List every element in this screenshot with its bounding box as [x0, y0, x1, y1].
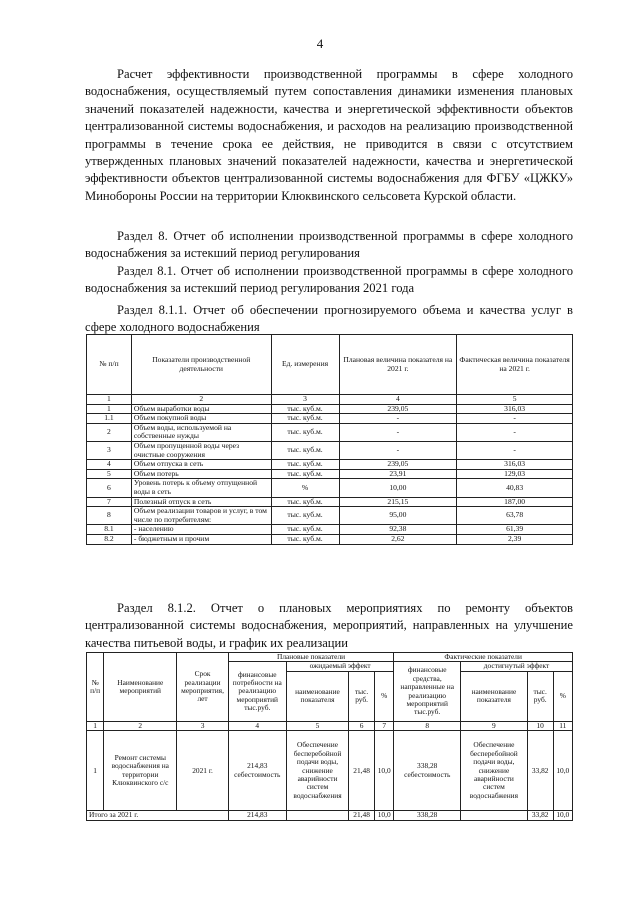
plan-financing: 214,83 себестоимость — [228, 731, 286, 811]
volume-quality-table — [86, 334, 573, 545]
t2-h-trub: тыс. руб. — [349, 671, 375, 721]
table-row — [87, 731, 573, 811]
row-fact: - — [457, 414, 573, 424]
section-8-1-1-text: Раздел 8.1.1. Отчет об обеспечении прогнозируемого объема и качества услуг в сфере холодного водоснабжения — [85, 303, 573, 335]
t2-colnum: 6 — [349, 721, 375, 730]
row-indicator: Объем выработки воды — [131, 404, 271, 414]
t2-h-plan: Плановые показатели — [228, 653, 394, 662]
section-8-heading — [85, 228, 573, 263]
row-unit: тыс. куб.м. — [271, 460, 339, 470]
t2-colnum: 10 — [527, 721, 553, 730]
t1-colnum: 1 — [87, 395, 132, 405]
row-unit: % — [271, 479, 339, 497]
row-indicator: Объем потерь — [131, 469, 271, 479]
total-fact-financing: 338,28 — [394, 811, 461, 820]
row-plan: 92,38 — [339, 525, 457, 535]
row-fact: 187,00 — [457, 497, 573, 507]
repair-measures-table — [86, 652, 573, 821]
row-indicator: - бюджетным и прочим — [131, 534, 271, 544]
measure-term: 2021 г. — [177, 731, 228, 811]
t2-h-fact: Фактические показатели — [394, 653, 573, 662]
row-fact: 40,83 — [457, 479, 573, 497]
t2-colnum: 11 — [553, 721, 572, 730]
row-indicator: Полезный отпуск в сеть — [131, 497, 271, 507]
row-number: 8 — [87, 507, 132, 525]
table1-header-row — [87, 335, 573, 395]
row-plan: 95,00 — [339, 507, 457, 525]
t2-h-ind-name: наименование показателя — [286, 671, 348, 721]
row-indicator: Уровень потерь к объему отпущенной воды в сеть — [131, 479, 271, 497]
t1-h-unit: Ед. измерения — [271, 335, 339, 395]
t1-colnum: 5 — [457, 395, 573, 405]
row-number: 8.2 — [87, 534, 132, 544]
row-unit: тыс. куб.м. — [271, 525, 339, 535]
fact-effect-trub: 33,82 — [527, 731, 553, 811]
t2-h-no: № п/п — [87, 653, 104, 722]
fact-effect-pct: 10,0 — [553, 731, 572, 811]
plan-effect-indicator: Обеспечение бесперебойной подачи воды, снижение аварийности систем водоснабжения — [286, 731, 348, 811]
table-row — [87, 423, 573, 441]
total-plan-indicator — [286, 811, 348, 820]
t2-h-pct: % — [375, 671, 394, 721]
t2-h-pct2: % — [553, 671, 572, 721]
row-fact: 316,03 — [457, 460, 573, 470]
t2-h-name: Наименование мероприятий — [104, 653, 177, 722]
table-row — [87, 507, 573, 525]
t2-h-trub2: тыс. руб. — [527, 671, 553, 721]
row-number: 6 — [87, 479, 132, 497]
row-number: 3 — [87, 441, 132, 459]
row-number: 7 — [87, 497, 132, 507]
intro-paragraph — [85, 66, 573, 205]
row-number: 2 — [87, 423, 132, 441]
table-row — [87, 460, 573, 470]
total-row — [87, 811, 573, 820]
row-unit: тыс. куб.м. — [271, 497, 339, 507]
row-fact: 129,03 — [457, 469, 573, 479]
row-plan: 23,91 — [339, 469, 457, 479]
total-fact-indicator — [461, 811, 528, 820]
row-fact: 61,39 — [457, 525, 573, 535]
t2-colnum: 2 — [104, 721, 177, 730]
t1-h-no: № п/п — [87, 335, 132, 395]
total-fact-trub: 33,82 — [527, 811, 553, 820]
row-plan: 2,62 — [339, 534, 457, 544]
t2-h-fact-effect: достигнутый эффект — [461, 662, 573, 671]
fact-effect-indicator: Обеспечение бесперебойной подачи воды, снижение аварийности систем водоснабжения — [461, 731, 528, 811]
row-number: 1 — [87, 404, 132, 414]
row-plan: - — [339, 414, 457, 424]
t1-colnum: 3 — [271, 395, 339, 405]
section-8-1-1-heading — [85, 302, 573, 337]
total-plan-financing: 214,83 — [228, 811, 286, 820]
fact-financing: 338,28 себестоимость — [394, 731, 461, 811]
row-number: 8.1 — [87, 525, 132, 535]
t1-colnum: 4 — [339, 395, 457, 405]
section-8-1-2-text: Раздел 8.1.2. Отчет о плановых мероприятиях по ремонту объектов централизованной системы водоснабжения, мероприятий, направленных на улучшение качества питьевой воды, и график их реализации — [85, 601, 573, 650]
t2-h-plan-effect: ожидаемый эффект — [286, 662, 394, 671]
row-unit: тыс. куб.м. — [271, 534, 339, 544]
table-row — [87, 414, 573, 424]
row-number: 5 — [87, 469, 132, 479]
t1-h-plan: Плановая величина показателя на 2021 г. — [339, 335, 457, 395]
total-plan-trub: 21,48 — [349, 811, 375, 820]
row-indicator: Объем пропущенной воды через очистные сооружения — [131, 441, 271, 459]
section-8-1-heading — [85, 263, 573, 298]
row-indicator: - населению — [131, 525, 271, 535]
row-plan: - — [339, 441, 457, 459]
intro-text: Расчет эффективности производственной программы в сфере холодного водоснабжения, осуществляемый путем сопоставления динамики изменения плановых значений показателей надежности, качества и энергетической эффективности объектов централизованной системы водоснабжения, и расходов на реализацию производственной программы в течение срока ее действия, не приводится в связи с отсутствием утвержденных плановых значений показателей надежности, качества и энергетической эффективности объектов централизованной системы водоснабжения для ФГБУ «ЦЖКУ» Минобороны России на территории Клюквинского сельсовета Курской области. — [85, 67, 573, 203]
t2-colnum: 4 — [228, 721, 286, 730]
row-indicator: Объем отпуска в сеть — [131, 460, 271, 470]
page-number: 4 — [316, 36, 324, 51]
row-number: 1.1 — [87, 414, 132, 424]
row-unit: тыс. куб.м. — [271, 414, 339, 424]
t2-colnum: 5 — [286, 721, 348, 730]
section-8-1-text: Раздел 8.1. Отчет об исполнении производственной программы в сфере холодного водоснабжения за истекший период регулирования 2021 года — [85, 264, 573, 296]
table-row — [87, 479, 573, 497]
plan-effect-pct: 10,0 — [375, 731, 394, 811]
t2-colnum: 1 — [87, 721, 104, 730]
row-number: 4 — [87, 460, 132, 470]
row-fact: 316,03 — [457, 404, 573, 414]
t1-h-indicator: Показатели производственной деятельности — [131, 335, 271, 395]
row-plan: 239,05 — [339, 404, 457, 414]
section-8-1-2-heading — [85, 600, 573, 652]
t2-h-term: Срок реализации мероприятия, лет — [177, 653, 228, 722]
row-fact: 2,39 — [457, 534, 573, 544]
plan-effect-trub: 21,48 — [349, 731, 375, 811]
total-label: Итого за 2021 г. — [87, 811, 229, 820]
t2-colnum: 3 — [177, 721, 228, 730]
row-indicator: Объем воды, используемой на собственные нужды — [131, 423, 271, 441]
row-fact: 63,78 — [457, 507, 573, 525]
table1-colnum-row — [87, 395, 573, 405]
row-indicator: Объем покупной воды — [131, 414, 271, 424]
t1-colnum: 2 — [131, 395, 271, 405]
table-row — [87, 441, 573, 459]
t2-colnum: 8 — [394, 721, 461, 730]
row-plan: 215,15 — [339, 497, 457, 507]
total-fact-pct: 10,0 — [553, 811, 572, 820]
t2-colnum: 7 — [375, 721, 394, 730]
row-number: 1 — [87, 731, 104, 811]
row-fact: - — [457, 441, 573, 459]
total-plan-pct: 10,0 — [375, 811, 394, 820]
table-row — [87, 534, 573, 544]
row-unit: тыс. куб.м. — [271, 469, 339, 479]
t1-h-fact: Фактическая величина показателя на 2021 г. — [457, 335, 573, 395]
row-plan: - — [339, 423, 457, 441]
table2-colnum-row — [87, 721, 573, 730]
t2-h-fact-fin: финансовые средства, направленные на реализацию мероприятий тыс.руб. — [394, 662, 461, 721]
row-unit: тыс. куб.м. — [271, 507, 339, 525]
row-unit: тыс. куб.м. — [271, 423, 339, 441]
row-plan: 10,00 — [339, 479, 457, 497]
row-unit: тыс. куб.м. — [271, 404, 339, 414]
section-8-text: Раздел 8. Отчет об исполнении производственной программы в сфере холодного водоснабжения за истекший период регулирования — [85, 229, 573, 261]
table-row — [87, 525, 573, 535]
row-indicator: Объем реализации товаров и услуг, в том числе по потребителям: — [131, 507, 271, 525]
row-fact: - — [457, 423, 573, 441]
row-plan: 239,05 — [339, 460, 457, 470]
t2-colnum: 9 — [461, 721, 528, 730]
row-unit: тыс. куб.м. — [271, 441, 339, 459]
measure-name: Ремонт системы водоснабжения на территории Клюквинского с/с — [104, 731, 177, 811]
t2-h-plan-fin: финансовые потребности на реализацию мероприятий тыс.руб. — [228, 662, 286, 721]
t2-h-ind-name2: наименование показателя — [461, 671, 528, 721]
